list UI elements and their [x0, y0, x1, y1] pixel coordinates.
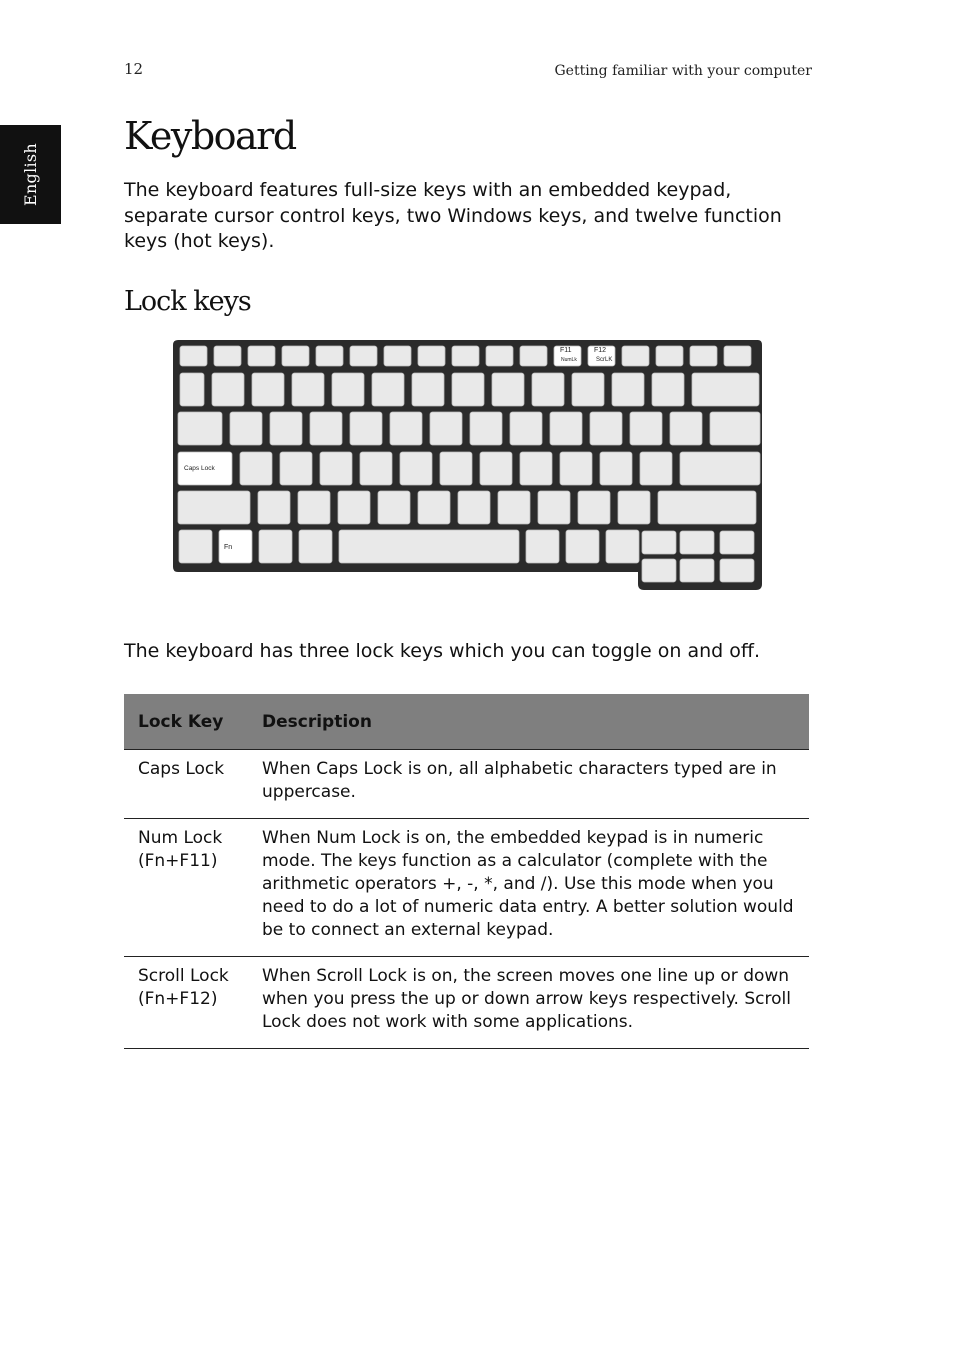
- keyboard-key: [578, 491, 610, 524]
- keyboard-key: [179, 530, 212, 563]
- function-key: [724, 346, 751, 366]
- keyboard-key: [670, 412, 702, 445]
- arrow-key: [680, 531, 714, 554]
- caps-lock-label: Caps Lock: [184, 465, 215, 472]
- keyboard-key: [612, 373, 644, 406]
- description-cell: When Num Lock is on, the embedded keypad is in numeric mode. The keys function as a calculator (complete with the arithmetic operators +, -, *, and /). Use this mode when you need to do a lot of numeric data entry. A better solution would be to connect an external keypad.: [248, 819, 809, 957]
- keyboard-key: [492, 373, 524, 406]
- fn-label: Fn: [224, 544, 233, 551]
- keyboard-key: [258, 491, 290, 524]
- keyboard-key: [618, 491, 650, 524]
- function-key: [452, 346, 479, 366]
- table-row: [124, 957, 809, 1049]
- keyboard-key: [252, 373, 284, 406]
- keyboard-key: [230, 412, 262, 445]
- keyboard-key: [452, 373, 484, 406]
- keyboard-key: [292, 373, 324, 406]
- lock-key-cell: [124, 819, 248, 957]
- lock-keys-table: [124, 694, 809, 1049]
- keyboard-key: [658, 491, 756, 524]
- function-key: [486, 346, 513, 366]
- function-key: [316, 346, 343, 366]
- keyboard-key: [372, 373, 404, 406]
- keyboard-key: [332, 373, 364, 406]
- keyboard-key: [458, 491, 490, 524]
- description-cell: When Caps Lock is on, all alphabetic characters typed are in uppercase.: [248, 750, 809, 819]
- keyboard-key: [600, 452, 632, 485]
- function-key: [180, 346, 207, 366]
- lock-key-shortcut: (Fn+F12): [138, 989, 218, 1009]
- keyboard-key: [310, 412, 342, 445]
- table-row: [124, 750, 809, 819]
- function-key: [418, 346, 445, 366]
- keyboard-key: [280, 452, 312, 485]
- keyboard-key: [180, 373, 204, 406]
- function-key: [520, 346, 547, 366]
- keyboard-key: [360, 452, 392, 485]
- keyboard-key: [270, 412, 302, 445]
- arrow-key: [642, 559, 676, 582]
- space-bar: [339, 530, 519, 563]
- keyboard-key: [320, 452, 352, 485]
- keyboard-key: [400, 452, 432, 485]
- keyboard-key: [498, 491, 530, 524]
- keyboard-key: [390, 412, 422, 445]
- keyboard-key: [178, 491, 250, 524]
- keyboard-key: [572, 373, 604, 406]
- keyboard-key: [538, 491, 570, 524]
- keyboard-key: [680, 452, 760, 485]
- lock-key-name: Scroll Lock: [138, 966, 229, 986]
- function-key: [248, 346, 275, 366]
- page-number: 12: [124, 60, 144, 78]
- running-header: Getting familiar with your computer: [554, 63, 812, 79]
- keyboard-key: [640, 452, 672, 485]
- keyboard-key: [526, 530, 559, 563]
- keyboard-key: [630, 412, 662, 445]
- keyboard-key: [430, 412, 462, 445]
- numlock-label: NumLk: [561, 357, 577, 363]
- keyboard-key: [212, 373, 244, 406]
- keyboard-key: [550, 412, 582, 445]
- function-key: [384, 346, 411, 366]
- lock-key-cell: [124, 750, 248, 819]
- function-key: [690, 346, 717, 366]
- keyboard-key: [470, 412, 502, 445]
- keyboard-key: [710, 412, 760, 445]
- keyboard-key: [566, 530, 599, 563]
- keyboard-illustration: [172, 340, 764, 592]
- arrow-key: [642, 531, 676, 554]
- function-key: [282, 346, 309, 366]
- keyboard-key: [412, 373, 444, 406]
- keyboard-key: [240, 452, 272, 485]
- lock-key-name: Num Lock: [138, 828, 223, 848]
- keyboard-key: [440, 452, 472, 485]
- keyboard-key: [532, 373, 564, 406]
- arrow-key: [680, 559, 714, 582]
- page-title: Keyboard: [124, 114, 296, 158]
- keyboard-key: [692, 373, 759, 406]
- intro-paragraph: The keyboard features full-size keys with an embedded keypad, separate cursor control keys, two Windows keys, and twelve function keys (hot keys).: [124, 179, 782, 252]
- keyboard-key: [606, 530, 639, 563]
- keyboard-key: [560, 452, 592, 485]
- keyboard-key: [480, 452, 512, 485]
- keyboard-key: [378, 491, 410, 524]
- function-key: [622, 346, 649, 366]
- section-title: Lock keys: [124, 286, 251, 317]
- table-header-row: [124, 694, 809, 750]
- lock-key-shortcut: (Fn+F11): [138, 851, 218, 871]
- table-row: [124, 819, 809, 957]
- keyboard-key: [338, 491, 370, 524]
- language-tab: [0, 125, 61, 224]
- keyboard-key: [652, 373, 684, 406]
- language-tab-label: English: [21, 142, 41, 207]
- keyboard-key: [299, 530, 332, 563]
- scrolllock-label: ScrLK: [596, 357, 613, 363]
- f11-label: F11: [560, 347, 572, 354]
- arrow-key: [720, 559, 754, 582]
- keyboard-key: [520, 452, 552, 485]
- keyboard-key: [298, 491, 330, 524]
- column-header-lock-key: Lock Key: [124, 694, 248, 750]
- keyboard-key: [178, 412, 222, 445]
- keyboard-key: [590, 412, 622, 445]
- lock-key-cell: [124, 957, 248, 1049]
- f12-label: F12: [594, 347, 607, 354]
- function-key: [350, 346, 377, 366]
- keyboard-key: [350, 412, 382, 445]
- keyboard-key: [418, 491, 450, 524]
- lock-key-name: Caps Lock: [138, 759, 225, 779]
- description-cell: When Scroll Lock is on, the screen moves one line up or down when you press the up or down arrow keys respectively. Scroll Lock does not work with some applications.: [248, 957, 809, 1049]
- column-header-description: Description: [248, 694, 809, 750]
- keyboard-key: [510, 412, 542, 445]
- arrow-key: [720, 531, 754, 554]
- keyboard-key: [259, 530, 292, 563]
- function-key: [214, 346, 241, 366]
- lock-keys-lead: The keyboard has three lock keys which you can toggle on and off.: [124, 640, 761, 662]
- function-key: [656, 346, 683, 366]
